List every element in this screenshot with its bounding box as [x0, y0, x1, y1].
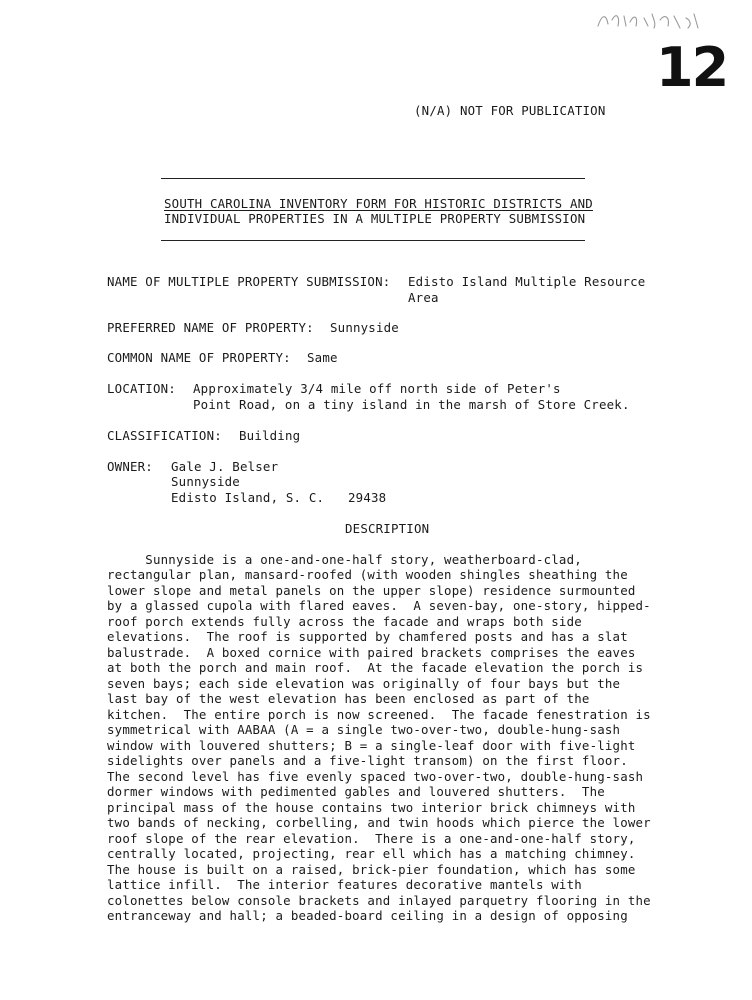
description-line: lattice infill. The interior features decorative mantels with [107, 877, 582, 892]
description-line: rectangular plan, mansard-roofed (with wooden shingles sheathing the [107, 567, 628, 582]
description-line: balustrade. A boxed cornice with paired brackets comprises the eaves [107, 645, 636, 660]
description-heading: DESCRIPTION [345, 521, 430, 536]
description-line: window with louvered shutters; B = a single-leaf door with five-light [107, 738, 636, 753]
description-line: by a glassed cupola with flared eaves. A seven-bay, one-story, hipped- [107, 598, 651, 613]
submission-value-line-1: Edisto Island Multiple Resource [408, 274, 646, 289]
submission-label: NAME OF MULTIPLE PROPERTY SUBMISSION: [107, 274, 391, 289]
description-line: The house is built on a raised, brick-pier foundation, which has some [107, 862, 636, 877]
owner-name: Gale J. Belser [171, 459, 279, 474]
description-line: last bay of the west elevation has been enclosed as part of the [107, 691, 590, 706]
owner-address-line-1: Sunnyside [171, 474, 240, 489]
description-line: Sunnyside is a one-and-one-half story, weatherboard-clad, [107, 552, 582, 567]
description-line: two bands of necking, corbelling, and twin hoods which pierce the lower [107, 815, 651, 830]
classification-value: Building [239, 428, 301, 443]
description-line: entranceway and hall; a beaded-board ceiling in a design of opposing [107, 908, 628, 923]
page-number: 12 [656, 36, 728, 99]
title-top-rule [161, 178, 585, 179]
location-line-2: Point Road, on a tiny island in the marsh of Store Creek. [193, 397, 630, 412]
location-label: LOCATION: [107, 381, 176, 396]
description-line: The second level has five evenly spaced two-over-two, double-hung-sash [107, 769, 644, 784]
location-line-1: Approximately 3/4 mile off north side of Peter's [193, 381, 561, 396]
owner-zip: 29438 [348, 490, 387, 505]
description-line: lower slope and metal panels on the upper slope) residence surmounted [107, 583, 636, 598]
owner-address-line-2: Edisto Island, S. C. [171, 490, 325, 505]
owner-label: OWNER: [107, 459, 153, 474]
description-line: roof slope of the rear elevation. There is a one-and-one-half story, [107, 831, 636, 846]
handwritten-annotation-icon [594, 6, 704, 32]
description-line: centrally located, projecting, rear ell which has a matching chimney. [107, 846, 636, 861]
submission-value-line-2: Area [408, 290, 439, 305]
form-title-line-2: INDIVIDUAL PROPERTIES IN A MULTIPLE PROPERTY SUBMISSION [164, 211, 586, 226]
preferred-name-value: Sunnyside [330, 320, 399, 335]
classification-label: CLASSIFICATION: [107, 428, 222, 443]
preferred-name-label: PREFERRED NAME OF PROPERTY: [107, 320, 314, 335]
description-line: principal mass of the house contains two interior brick chimneys with [107, 800, 636, 815]
description-line: sidelights over panels and a five-light transom) on the first floor. [107, 753, 628, 768]
publication-note: (N/A) NOT FOR PUBLICATION [414, 103, 606, 118]
title-bottom-rule [161, 240, 585, 241]
description-line: at both the porch and main roof. At the facade elevation the porch is [107, 660, 644, 675]
common-name-label: COMMON NAME OF PROPERTY: [107, 350, 291, 365]
description-line: kitchen. The entire porch is now screened. The facade fenestration is [107, 707, 651, 722]
common-name-value: Same [307, 350, 338, 365]
description-line: roof porch extends fully across the facade and wraps both side [107, 614, 582, 629]
description-line: seven bays; each side elevation was originally of four bays but the [107, 676, 621, 691]
description-line: symmetrical with AABAA (A = a single two-over-two, double-hung-sash [107, 722, 621, 737]
description-line: dormer windows with pedimented gables and louvered shutters. The [107, 784, 605, 799]
form-title-line-1: SOUTH CAROLINA INVENTORY FORM FOR HISTORIC DISTRICTS AND [164, 196, 593, 211]
description-line: colonettes below console brackets and inlayed parquetry flooring in the [107, 893, 651, 908]
description-line: elevations. The roof is supported by chamfered posts and has a slat [107, 629, 628, 644]
